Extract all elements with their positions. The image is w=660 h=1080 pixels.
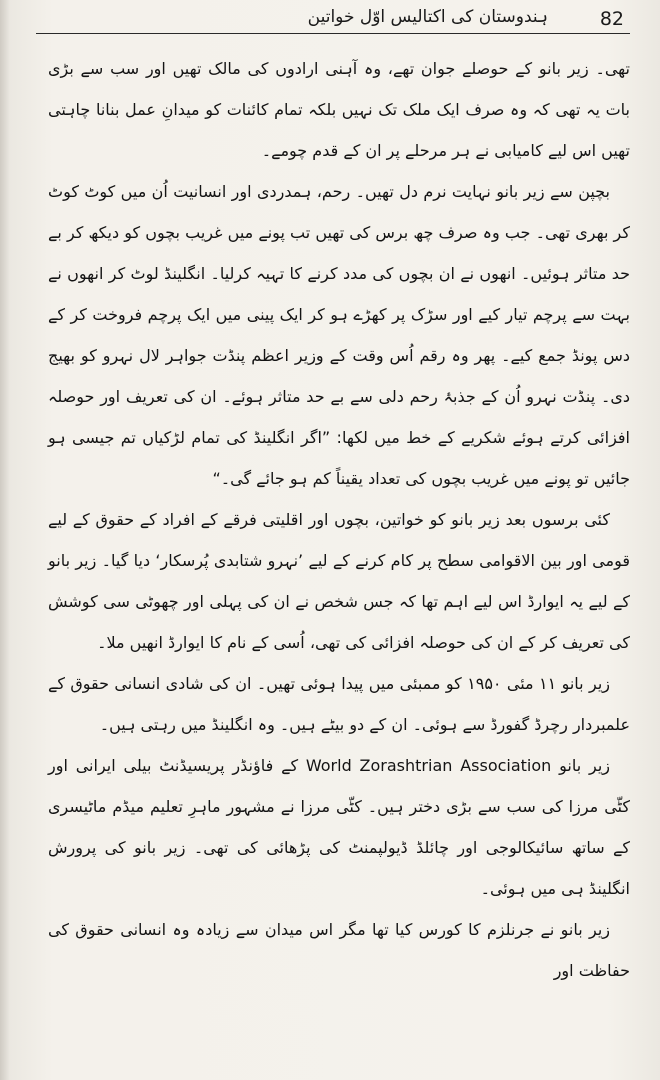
- page-header: [0, 0, 660, 40]
- header-divider: [36, 33, 630, 34]
- body-text: [48, 48, 630, 991]
- paragraph-4: زیر بانو ۱۱ مئی ۱۹۵۰ کو ممبئی میں پیدا ہوئی تھیں۔ ان کی شادی انسانی حقوق کے علمبردار رچرڈ گفورڈ سے ہوئی۔ ان کے دو بیٹے ہیں۔ وہ انگلینڈ میں رہتی ہیں۔: [48, 674, 630, 734]
- paragraph-2: بچپن سے زیر بانو نہایت نرم دل تھیں۔ رحم، ہمدردی اور انسانیت اُن میں کوٹ کوٹ کر بھری تھی۔ جب وہ صرف چھ برس کی تھیں تب پونے میں غریب بچوں کو دیکھ کر بے حد متاثر ہوئیں۔ انھوں نے ان بچوں کی مدد کرنے کا تہیہ کرلیا۔ انگلینڈ لوٹ کر انھوں نے بہت سے پرچم تیار کیے اور سڑک پر کھڑے ہو کر ایک پینی میں ایک پرچم فروخت کر کے دس پونڈ جمع کیے۔ پھر وہ رقم اُس وقت کے وزیر اعظم پنڈت جواہر لال نہرو کو بھیج دی۔ پنڈت نہرو اُن کے جذبۂ رحم دلی سے بے حد متاثر ہوئے۔ ان کی تعریف اور حوصلہ افزائی کرتے ہوئے شکریے کے خط میں لکھا: ”اگر انگلینڈ کی تمام لڑکیاں تم جیسی ہو جائیں تو پونے میں غریب بچوں کی تعداد یقیناً کم ہو جائے گی۔“: [48, 182, 630, 488]
- paragraph-1: تھی۔ زیر بانو کے حوصلے جوان تھے، وہ آہنی ارادوں کی مالک تھیں اور سب سے بڑی بات یہ تھی کہ وہ صرف ایک ملک تک نہیں بلکہ تمام کائنات کو میدانِ عمل بنانا چاہتی تھیں اس لیے کامیابی نے ہر مرحلے پر ان کے قدم چومے۔: [48, 59, 630, 160]
- page-gutter-shadow: [0, 0, 10, 1080]
- running-header-title: ہندوستان کی اکتالیس اوّل خواتین: [307, 7, 548, 27]
- paragraph-6: زیر بانو نے جرنلزم کا کورس کیا تھا مگر اس میدان سے زیادہ وہ انسانی حقوق کی حفاظت اور: [48, 920, 630, 980]
- paragraph-3: کئی برسوں بعد زیر بانو کو خواتین، بچوں اور اقلیتی فرقے کے افراد کے حقوق کے لیے قومی اور بین الاقوامی سطح پر کام کرنے کے لیے ’نہرو شتابدی پُرسکار‘ دیا گیا۔ زیر بانو کے لیے یہ ایوارڈ اس لیے اہم تھا کہ جس شخص نے ان کی پہلی اور چھوٹی سی کوشش کی تعریف کر کے ان کی حوصلہ افزائی کی تھی، اُسی کے نام کا ایوارڈ انھیں ملا۔: [48, 510, 630, 652]
- paragraph-5: زیر بانو World Zorashtrian Association کے فاؤنڈر پریسیڈنٹ بیلی ایرانی اور کٹّی مرزا کی سب سے بڑی دختر ہیں۔ کٹّی مرزا نے مشہور ماہرِ تعلیم میڈم ماٹیسری کے ساتھ سائیکالوجی اور چائلڈ ڈیولپمنٹ کی پڑھائی کی تھی۔ زیر بانو کی پرورش انگلینڈ ہی میں ہوئی۔: [48, 756, 630, 898]
- page-number: 82: [599, 8, 624, 30]
